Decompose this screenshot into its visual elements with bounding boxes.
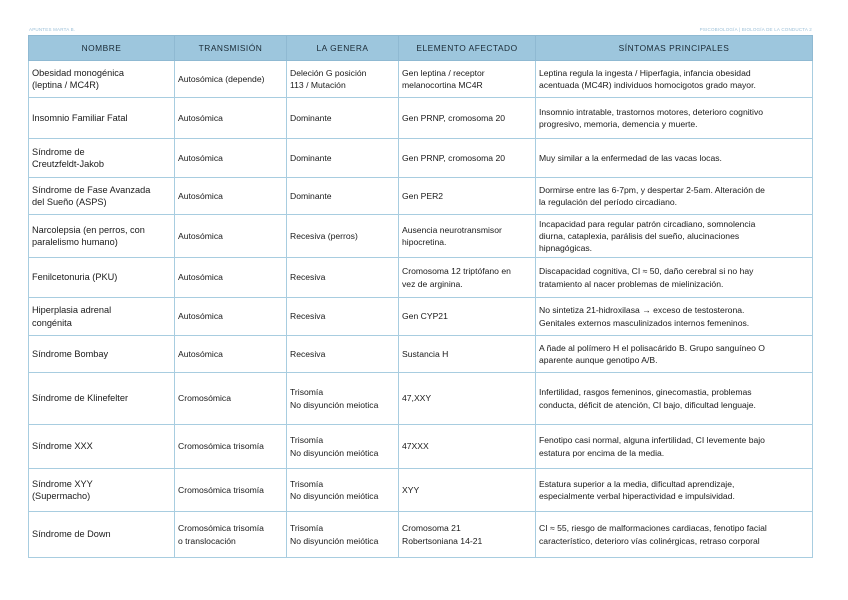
cell-nombre: Síndrome de Creutzfeldt-Jakob — [29, 139, 175, 178]
cell-genera: Trisomía No disyunción meiótica — [287, 425, 399, 469]
header-left-note: APUNTES MARTA B. — [29, 27, 76, 32]
cell-elemento: Gen CYP21 — [399, 298, 536, 336]
cell-elemento: Gen PRNP, cromosoma 20 — [399, 98, 536, 139]
table-row — [29, 425, 813, 469]
cell-genera: Dominante — [287, 98, 399, 139]
cell-elemento: Gen leptina / receptor melanocortina MC4R — [399, 61, 536, 98]
cell-elemento: Cromosoma 12 triptófano en vez de arginina. — [399, 258, 536, 298]
cell-sintomas: Discapacidad cognitiva, CI ≈ 50, daño cerebral si no hay tratamiento al nacer problemas de mielinización. — [536, 258, 813, 298]
column-header-elemento: ELEMENTO AFECTADO — [399, 36, 536, 61]
cell-genera: Recesiva — [287, 258, 399, 298]
cell-genera: Recesiva — [287, 298, 399, 336]
column-header-sintomas: SÍNTOMAS PRINCIPALES — [536, 36, 813, 61]
cell-sintomas: Muy similar a la enfermedad de las vacas locas. — [536, 139, 813, 178]
table-row — [29, 298, 813, 336]
cell-sintomas: Infertilidad, rasgos femeninos, ginecomastia, problemas conducta, déficit de atención, CI bajo, dificultad lenguaje. — [536, 373, 813, 425]
table-row — [29, 336, 813, 373]
cell-transmision: Cromosómica trisomía — [175, 469, 287, 512]
cell-transmision: Cromosómica — [175, 373, 287, 425]
cell-transmision: Autosómica — [175, 215, 287, 258]
cell-sintomas: Dormirse entre las 6-7pm, y despertar 2-5am. Alteración de la regulación del período circadiano. — [536, 178, 813, 215]
cell-elemento: Cromosoma 21 Robertsoniana 14-21 — [399, 512, 536, 558]
table-row — [29, 469, 813, 512]
table-header-row — [29, 36, 813, 61]
cell-genera: Trisomía No disyunción meiótica — [287, 512, 399, 558]
cell-nombre: Narcolepsia (en perros, con paralelismo humano) — [29, 215, 175, 258]
cell-sintomas: Fenotipo casi normal, alguna infertilidad, CI levemente bajo estatura por encima de la media. — [536, 425, 813, 469]
cell-nombre: Síndrome Bombay — [29, 336, 175, 373]
cell-nombre: Síndrome de Fase Avanzada del Sueño (ASPS) — [29, 178, 175, 215]
cell-sintomas: Estatura superior a la media, dificultad aprendizaje, especialmente verbal hiperactividad e impulsividad. — [536, 469, 813, 512]
cell-elemento: XYY — [399, 469, 536, 512]
cell-nombre: Síndrome XXX — [29, 425, 175, 469]
cell-nombre: Síndrome de Klinefelter — [29, 373, 175, 425]
cell-genera: Deleción G posición 113 / Mutación — [287, 61, 399, 98]
cell-elemento: Sustancia H — [399, 336, 536, 373]
cell-transmision: Autosómica — [175, 178, 287, 215]
cell-elemento: Gen PER2 — [399, 178, 536, 215]
table-row — [29, 98, 813, 139]
cell-elemento: Gen PRNP, cromosoma 20 — [399, 139, 536, 178]
header-right-note: PSICOBIOLOGÍA | BIOLOGÍA DE LA CONDUCTA 2 — [699, 27, 812, 32]
cell-nombre: Hiperplasia adrenal congénita — [29, 298, 175, 336]
column-header-nombre: NOMBRE — [29, 36, 175, 61]
cell-genera: Recesiva (perros) — [287, 215, 399, 258]
cell-genera: Trisomía No disyunción meiótica — [287, 469, 399, 512]
cell-elemento: 47XXX — [399, 425, 536, 469]
cell-transmision: Cromosómica trisomía o translocación — [175, 512, 287, 558]
cell-sintomas: CI ≈ 55, riesgo de malformaciones cardiacas, fenotipo facial característico, deterioro vías colinérgicas, retraso corporal — [536, 512, 813, 558]
table-row — [29, 215, 813, 258]
table-row — [29, 512, 813, 558]
cell-sintomas: Leptina regula la ingesta / Hiperfagia, infancia obesidad acentuada (MC4R) individuos homocigotos grado mayor. — [536, 61, 813, 98]
table-row — [29, 258, 813, 298]
cell-transmision: Autosómica — [175, 336, 287, 373]
cell-nombre: Fenilcetonuria (PKU) — [29, 258, 175, 298]
table-row — [29, 178, 813, 215]
table-row — [29, 373, 813, 425]
cell-sintomas: Incapacidad para regular patrón circadiano, somnolencia diurna, cataplexia, parálisis del sueño, alucinaciones hipnagógicas. — [536, 215, 813, 258]
cell-elemento: Ausencia neurotransmisor hipocretina. — [399, 215, 536, 258]
column-header-genera: LA GENERA — [287, 36, 399, 61]
cell-genera: Dominante — [287, 178, 399, 215]
cell-transmision: Cromosómica trisomía — [175, 425, 287, 469]
column-header-transmision: TRANSMISIÓN — [175, 36, 287, 61]
cell-nombre: Síndrome de Down — [29, 512, 175, 558]
cell-transmision: Autosómica — [175, 258, 287, 298]
cell-transmision: Autosómica — [175, 139, 287, 178]
cell-nombre: Obesidad monogénica (leptina / MC4R) — [29, 61, 175, 98]
cell-transmision: Autosómica (depende) — [175, 61, 287, 98]
cell-transmision: Autosómica — [175, 98, 287, 139]
cell-genera: Recesiva — [287, 336, 399, 373]
cell-sintomas: No sintetiza 21-hidroxilasa → exceso de testosterona. Genitales externos masculinizados internos femeninos. — [536, 298, 813, 336]
cell-nombre: Síndrome XYY (Supermacho) — [29, 469, 175, 512]
table-row — [29, 61, 813, 98]
cell-transmision: Autosómica — [175, 298, 287, 336]
cell-sintomas: Insomnio intratable, trastornos motores, deterioro cognitivo progresivo, memoria, demencia y muerte. — [536, 98, 813, 139]
table-row — [29, 139, 813, 178]
cell-genera: Dominante — [287, 139, 399, 178]
cell-genera: Trisomía No disyunción meiotica — [287, 373, 399, 425]
genetic-disorders-table — [28, 35, 813, 558]
cell-sintomas: A ñade al polímero H el polisacárido B. Grupo sanguíneo O aparente aunque genotipo A/B. — [536, 336, 813, 373]
cell-nombre: Insomnio Familiar Fatal — [29, 98, 175, 139]
cell-elemento: 47,XXY — [399, 373, 536, 425]
